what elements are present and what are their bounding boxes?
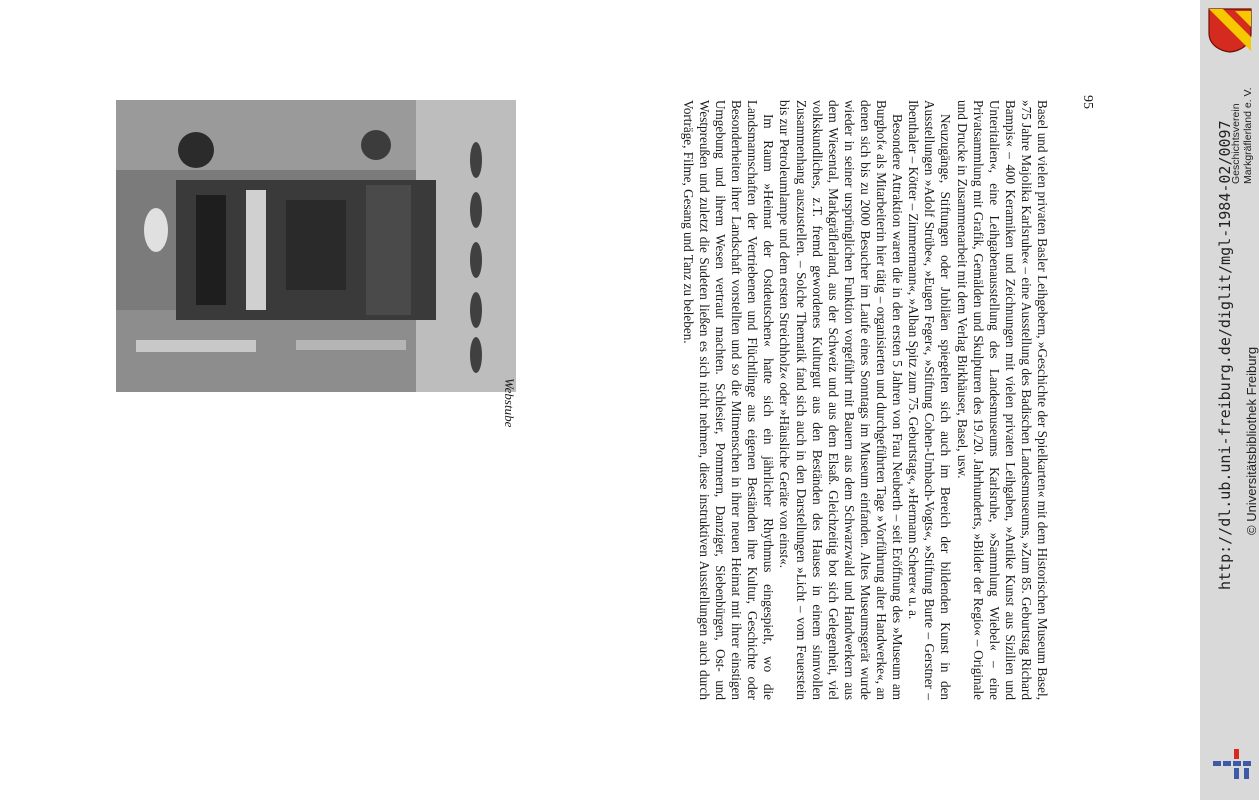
paragraph: Basel und vielen privaten Basler Leihgebern, »Geschichte der Spielkarten« mit dem Historischen Museum Basel, »75 Jahre Majolika Karlsruhe« – eine Ausstellung des Badischen Landesmuseums, »Zum 85. Geburtstag Richard Bampis« – 400 Keramiken und Zeichnungen mit vielen privaten Leihgaben, »Antike Kunst aus Sizilien und Unteritalien«, eine Leihgabenausstellung des Landesmuseums Karlsruhe, »Sammlung Wiebel« – eine Privatsammlung mit Grafik, Gemälden und Skulpturen des 19./20. Jahrhunderts, »Bilder der Regio« – Originale und Drucke in Zusammenarbeit mit dem Verlag Birkhäuser, Basel, usw.: [954, 100, 1050, 700]
article-body: [550, 100, 1050, 700]
society-line-1: Geschichtsverein: [1230, 103, 1242, 184]
society-line-2: Markgräflerland e. V.: [1242, 87, 1254, 184]
university-library-logo-icon: [1211, 747, 1253, 781]
photo-caption: Webstube: [502, 378, 517, 428]
paragraph: Besondere Attraktion waren die in den ersten 5 Jahren von Frau Neuberth – seit Eröffnung des »Museum am Burghof« als Mitarbeiterin hier tätig – organisierten und durchgeführten Tage »Vorführung alter Handwerke«, an denen sich bis zu 2000 Besucher im Laufe eines Sonntags im Museum einfanden. Altes Museumsgerät wurde wieder in seiner ursprünglichen Funktion vorgeführt mit Bauern aus dem Schwarzwald und Handwerkern aus dem Wiesental, Markgräflerland, aus der Schweiz und aus dem Elsaß. Gleichzeitig bot sich Gelegenheit, viel volkskundliches, z.T. fremd gewordenes Kulturgut aus den Beständen des Hauses in einem sinnvollen Zusammenhang auszustellen. – Solche Thematik fand sich auch in den Darstellungen »Licht – vom Feuerstein bis zur Petroleumlampe und dem ersten Streichholz« oder »Häusliche Geräte von einst«.: [777, 100, 906, 700]
society-crest-icon: [1207, 7, 1253, 53]
photo-image: [116, 100, 516, 392]
page-number: 95: [1080, 95, 1095, 109]
weaving-room-photo: [116, 100, 516, 392]
paragraph: Neuzugänge, Stiftungen oder Jubiläen spiegelten sich auch im Bereich der bildenden Kunst in den Ausstellungen »Adolf Strübe«, »Eugen Feger«, »Stiftung Cohen-Umbach-Vogts«, »Stiftung Burte – Gerstner – Ibenthaler – Kötter – Zimmermann«, »Alban Spitz zum 75. Geburtstag«, »Hermann Scherer« u. a.: [906, 100, 954, 700]
source-url-link[interactable]: http://dl.ub.uni-freiburg.de/diglit/mgl-1984-02/0097: [1216, 120, 1234, 590]
copyright-notice: © Universitätsbibliothek Freiburg: [1244, 346, 1259, 535]
paragraph: Im Raum »Heimat der Ostdeutschen« hatte sich ein jährlicher Rhythmus eingespielt, wo die Landsmannschaften der Vertriebenen und Flüchtlinge aus eigenen Beständen ihre Kultur, Geschichte oder Besonderheiten ihrer Landschaft vorstellten und so die Mitmenschen in ihrer neuen Heimat mit ihrer einstigen Umgebung und ihrem Wesen vertraut machten. Schlesier, Pommern, Danziger, Siebenbürgen, Ost- und Westpreußen und zuletzt die Sudeten ließen es sich nicht nehmen, diese instruktiven Ausstellungen auch durch Vorträge, Filme, Gesang und Tanz zu beleben.: [680, 100, 777, 700]
